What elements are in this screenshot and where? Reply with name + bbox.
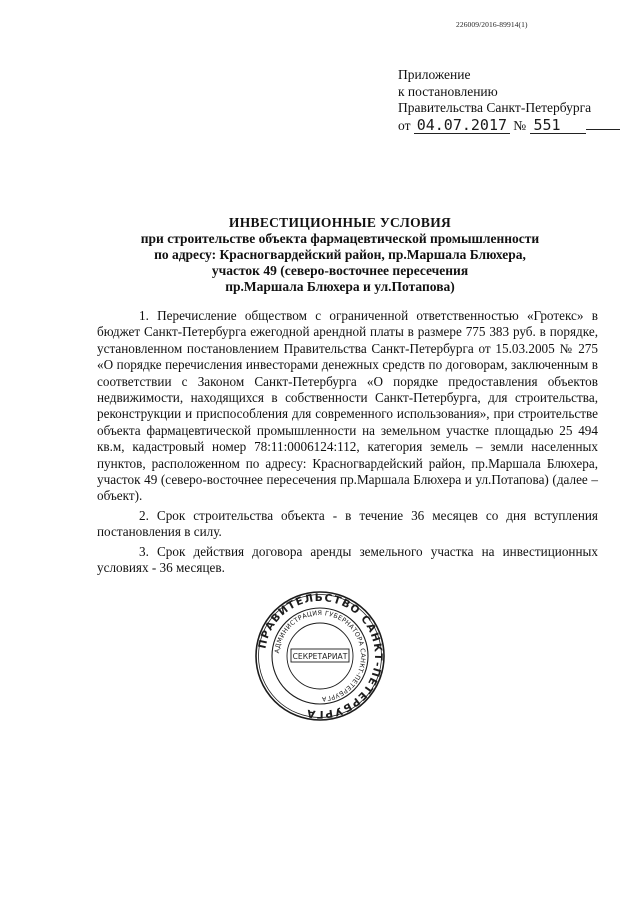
title-line-5: пр.Маршала Блюхера и ул.Потапова) (225, 279, 455, 294)
paragraph-1: 1. Перечисление обществом с ограниченной ответственностью «Гротекс» в бюджет Санкт-Петербурга ежегодной арендной платы в размере 775 383 руб. в порядке, установленном постановлением Правительства Санкт-Петербурга от 15.03.2005 № 275 «О порядке перечисления инвесторами денежных средств по договорам, заключенным в соответствии с Законом Санкт-Петербурга «О порядке предоставления объектов недвижимости, находящихся в собственности Санкт-Петербурга, для строительства, реконструкции и приспособления для современного использования», при строительстве объекта фармацевтической промышленности на земельном участке площадью 25 494 кв.м, кадастровый номер 78:11:0006124:112, категория земель – земли населенных пунктов, расположенном по адресу: Красногвардейский район, пр.Маршала Блюхера, участок 49 (северо-восточнее пересечения пр.Маршала Блюхера и ул.Потапова) (далее – объект). (97, 308, 598, 504)
decree-date: 04.07.2017 (414, 118, 510, 134)
appendix-line-3: Правительства Санкт-Петербурга (398, 100, 592, 115)
title-line-2: при строительстве объекта фармацевтической промышленности (140, 231, 540, 246)
title-main: ИНВЕСТИЦИОННЫЕ УСЛОВИЯ (228, 215, 452, 230)
document-title (120, 215, 560, 295)
paragraph-2: 2. Срок строительства объекта - в течение 36 месяцев со дня вступления постановления в силу. (97, 507, 598, 540)
from-label: от (398, 117, 411, 133)
number-underline (586, 117, 620, 130)
paragraph-3: 3. Срок действия договора аренды земельного участка на инвестиционных условиях - 36 месяцев. (97, 543, 598, 576)
decree-number: 551 (530, 118, 586, 134)
number-label: № (513, 117, 527, 133)
title-line-3: по адресу: Красногвардейский район, пр.Маршала Блюхера, (154, 247, 526, 262)
document-id: 226009/2016-89914(1) (456, 20, 528, 29)
title-line-4: участок 49 (северо-восточнее пересечения (211, 263, 469, 278)
seal-inner-textpath: АДМИНИСТРАЦИЯ ГУБЕРНАТОРА САНКТ-ПЕТЕРБУРГА (273, 608, 368, 704)
appendix-header (398, 67, 620, 134)
document-body (97, 308, 598, 580)
appendix-date-line (398, 117, 620, 135)
official-seal-stamp (254, 590, 386, 722)
appendix-line-1: Приложение (398, 67, 471, 82)
seal-center-text: СЕКРЕТАРИАТ (292, 652, 348, 661)
appendix-line-2: к постановлению (398, 83, 498, 99)
seal-outer-textpath: ПРАВИТЕЛЬСТВО САНКТ-ПЕТЕРБУРГА (256, 591, 385, 721)
